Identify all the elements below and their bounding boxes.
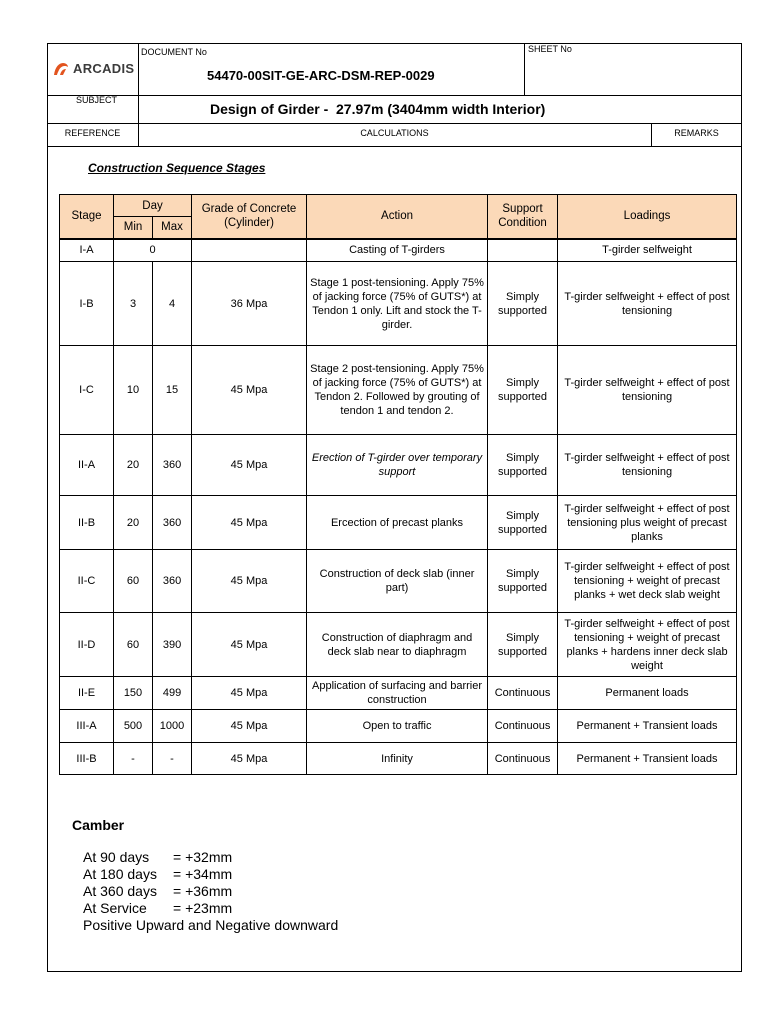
- camber-value: = +32mm: [173, 849, 233, 865]
- cell-stage: I-B: [60, 262, 114, 346]
- cell-max: 1000: [153, 710, 192, 743]
- cell-support: Simply supported: [488, 346, 558, 435]
- cell-grade: 45 Mpa: [192, 613, 307, 677]
- header-divider: [47, 146, 742, 147]
- camber-note: Positive Upward and Negative downward: [83, 917, 339, 933]
- cell-support: Simply supported: [488, 613, 558, 677]
- table-row: [60, 550, 737, 613]
- arcadis-logo-icon: [53, 62, 69, 76]
- cell-min: 20: [114, 435, 153, 496]
- remarks-label: REMARKS: [674, 128, 719, 138]
- cell-min: 20: [114, 496, 153, 550]
- cell-max: 360: [153, 435, 192, 496]
- camber-label: At 180 days: [83, 866, 157, 882]
- table-row: [60, 239, 737, 262]
- camber-label: At 90 days: [83, 849, 150, 865]
- cell-min: 3: [114, 262, 153, 346]
- construction-stages-table: [59, 194, 737, 775]
- camber-title: Camber: [72, 817, 125, 833]
- cell-grade: 45 Mpa: [192, 346, 307, 435]
- camber-value: = +23mm: [173, 900, 233, 916]
- header-day: Day: [114, 195, 192, 217]
- header-min: Min: [114, 217, 153, 239]
- cell-action: Open to traffic: [307, 710, 488, 743]
- cell-day: 0: [114, 239, 192, 262]
- sheet-no-label: SHEET No: [528, 44, 572, 54]
- table-row: [60, 710, 737, 743]
- cell-stage: III-A: [60, 710, 114, 743]
- cell-min: 150: [114, 677, 153, 710]
- cell-support: Continuous: [488, 743, 558, 775]
- header-loadings: Loadings: [558, 195, 737, 239]
- cell-max: -: [153, 743, 192, 775]
- cell-support: [488, 239, 558, 262]
- cell-min: 500: [114, 710, 153, 743]
- cell-action: Ercection of precast planks: [307, 496, 488, 550]
- camber-value: = +36mm: [173, 883, 233, 899]
- header-divider: [47, 123, 742, 124]
- camber-item: [83, 849, 338, 866]
- subject-value: 27.97m (3404mm width Interior): [336, 101, 546, 117]
- cell-min: -: [114, 743, 153, 775]
- cell-stage: II-D: [60, 613, 114, 677]
- cell-max: 15: [153, 346, 192, 435]
- arcadis-logo: [53, 61, 134, 76]
- cell-support: Continuous: [488, 677, 558, 710]
- cell-grade: 45 Mpa: [192, 435, 307, 496]
- cell-min: 10: [114, 346, 153, 435]
- cell-grade: 45 Mpa: [192, 710, 307, 743]
- camber-label: At Service: [83, 900, 147, 916]
- cell-grade: 36 Mpa: [192, 262, 307, 346]
- cell-support: Simply supported: [488, 262, 558, 346]
- cell-max: 360: [153, 550, 192, 613]
- table-row: [60, 346, 737, 435]
- cell-loadings: T-girder selfweight + effect of post tensioning: [558, 262, 737, 346]
- cell-stage: II-B: [60, 496, 114, 550]
- document-number: 54470-00SIT-GE-ARC-DSM-REP-0029: [207, 68, 435, 83]
- camber-label: At 360 days: [83, 883, 157, 899]
- cell-action: Construction of deck slab (inner part): [307, 550, 488, 613]
- header-action: Action: [307, 195, 488, 239]
- cell-stage: II-A: [60, 435, 114, 496]
- reference-label: REFERENCE: [64, 128, 121, 138]
- cell-loadings: T-girder selfweight + effect of post tensioning plus weight of precast planks: [558, 496, 737, 550]
- cell-loadings: Permanent loads: [558, 677, 737, 710]
- camber-value: = +34mm: [173, 866, 233, 882]
- logo-text: ARCADIS: [73, 61, 135, 76]
- header-divider: [47, 95, 742, 96]
- cell-max: 499: [153, 677, 192, 710]
- table-row: [60, 743, 737, 775]
- cell-max: 4: [153, 262, 192, 346]
- table-row: [60, 677, 737, 710]
- cell-stage: II-C: [60, 550, 114, 613]
- header-max: Max: [153, 217, 192, 239]
- calculations-label: CALCULATIONS: [360, 128, 429, 138]
- cell-min: 60: [114, 613, 153, 677]
- document-no-label: DOCUMENT No: [141, 47, 207, 57]
- cell-stage: II-E: [60, 677, 114, 710]
- cell-grade: 45 Mpa: [192, 743, 307, 775]
- section-title: Construction Sequence Stages: [88, 161, 266, 175]
- table-row: [60, 262, 737, 346]
- cell-loadings: Permanent + Transient loads: [558, 743, 737, 775]
- cell-max: 390: [153, 613, 192, 677]
- cell-action: Application of surfacing and barrier construction: [307, 677, 488, 710]
- subject-prefix: Design of Girder -: [210, 101, 329, 117]
- camber-list: [83, 849, 338, 934]
- cell-grade: 45 Mpa: [192, 677, 307, 710]
- cell-support: Simply supported: [488, 435, 558, 496]
- camber-item: [83, 883, 338, 900]
- table-row: [60, 435, 737, 496]
- cell-stage: I-A: [60, 239, 114, 262]
- cell-action: Stage 1 post-tensioning. Apply 75% of jacking force (75% of GUTS*) at Tendon 1 only. Lift and stock the T-girder.: [307, 262, 488, 346]
- cell-stage: I-C: [60, 346, 114, 435]
- cell-support: Simply supported: [488, 550, 558, 613]
- cell-loadings: T-girder selfweight + effect of post tensioning: [558, 346, 737, 435]
- subject-label: SUBJECT: [76, 95, 118, 105]
- table-row: [60, 496, 737, 550]
- cell-action: Infinity: [307, 743, 488, 775]
- header-grade: Grade of Concrete (Cylinder): [192, 195, 307, 239]
- cell-grade: 45 Mpa: [192, 550, 307, 613]
- subject-title: [210, 101, 545, 117]
- cell-loadings: T-girder selfweight + effect of post tensioning + weight of precast planks + hardens inner deck slab weight: [558, 613, 737, 677]
- cell-loadings: T-girder selfweight: [558, 239, 737, 262]
- table-row: [60, 613, 737, 677]
- cell-min: 60: [114, 550, 153, 613]
- cell-action: Erection of T-girder over temporary support: [307, 435, 488, 496]
- cell-max: 360: [153, 496, 192, 550]
- cell-support: Continuous: [488, 710, 558, 743]
- cell-stage: III-B: [60, 743, 114, 775]
- camber-item: [83, 900, 338, 917]
- cell-grade: [192, 239, 307, 262]
- header-stage: Stage: [60, 195, 114, 239]
- cell-loadings: Permanent + Transient loads: [558, 710, 737, 743]
- cell-action: Casting of T-girders: [307, 239, 488, 262]
- camber-item: [83, 866, 338, 883]
- cell-loadings: T-girder selfweight + effect of post tensioning: [558, 435, 737, 496]
- cell-loadings: T-girder selfweight + effect of post tensioning + weight of precast planks + wet deck slab weight: [558, 550, 737, 613]
- header-support: Support Condition: [488, 195, 558, 239]
- cell-action: Stage 2 post-tensioning. Apply 75% of jacking force (75% of GUTS*) at Tendon 2. Followed by grouting of tendon 1 and tendon 2.: [307, 346, 488, 435]
- cell-grade: 45 Mpa: [192, 496, 307, 550]
- header-divider: [524, 43, 525, 95]
- cell-support: Simply supported: [488, 496, 558, 550]
- cell-action: Construction of diaphragm and deck slab near to diaphragm: [307, 613, 488, 677]
